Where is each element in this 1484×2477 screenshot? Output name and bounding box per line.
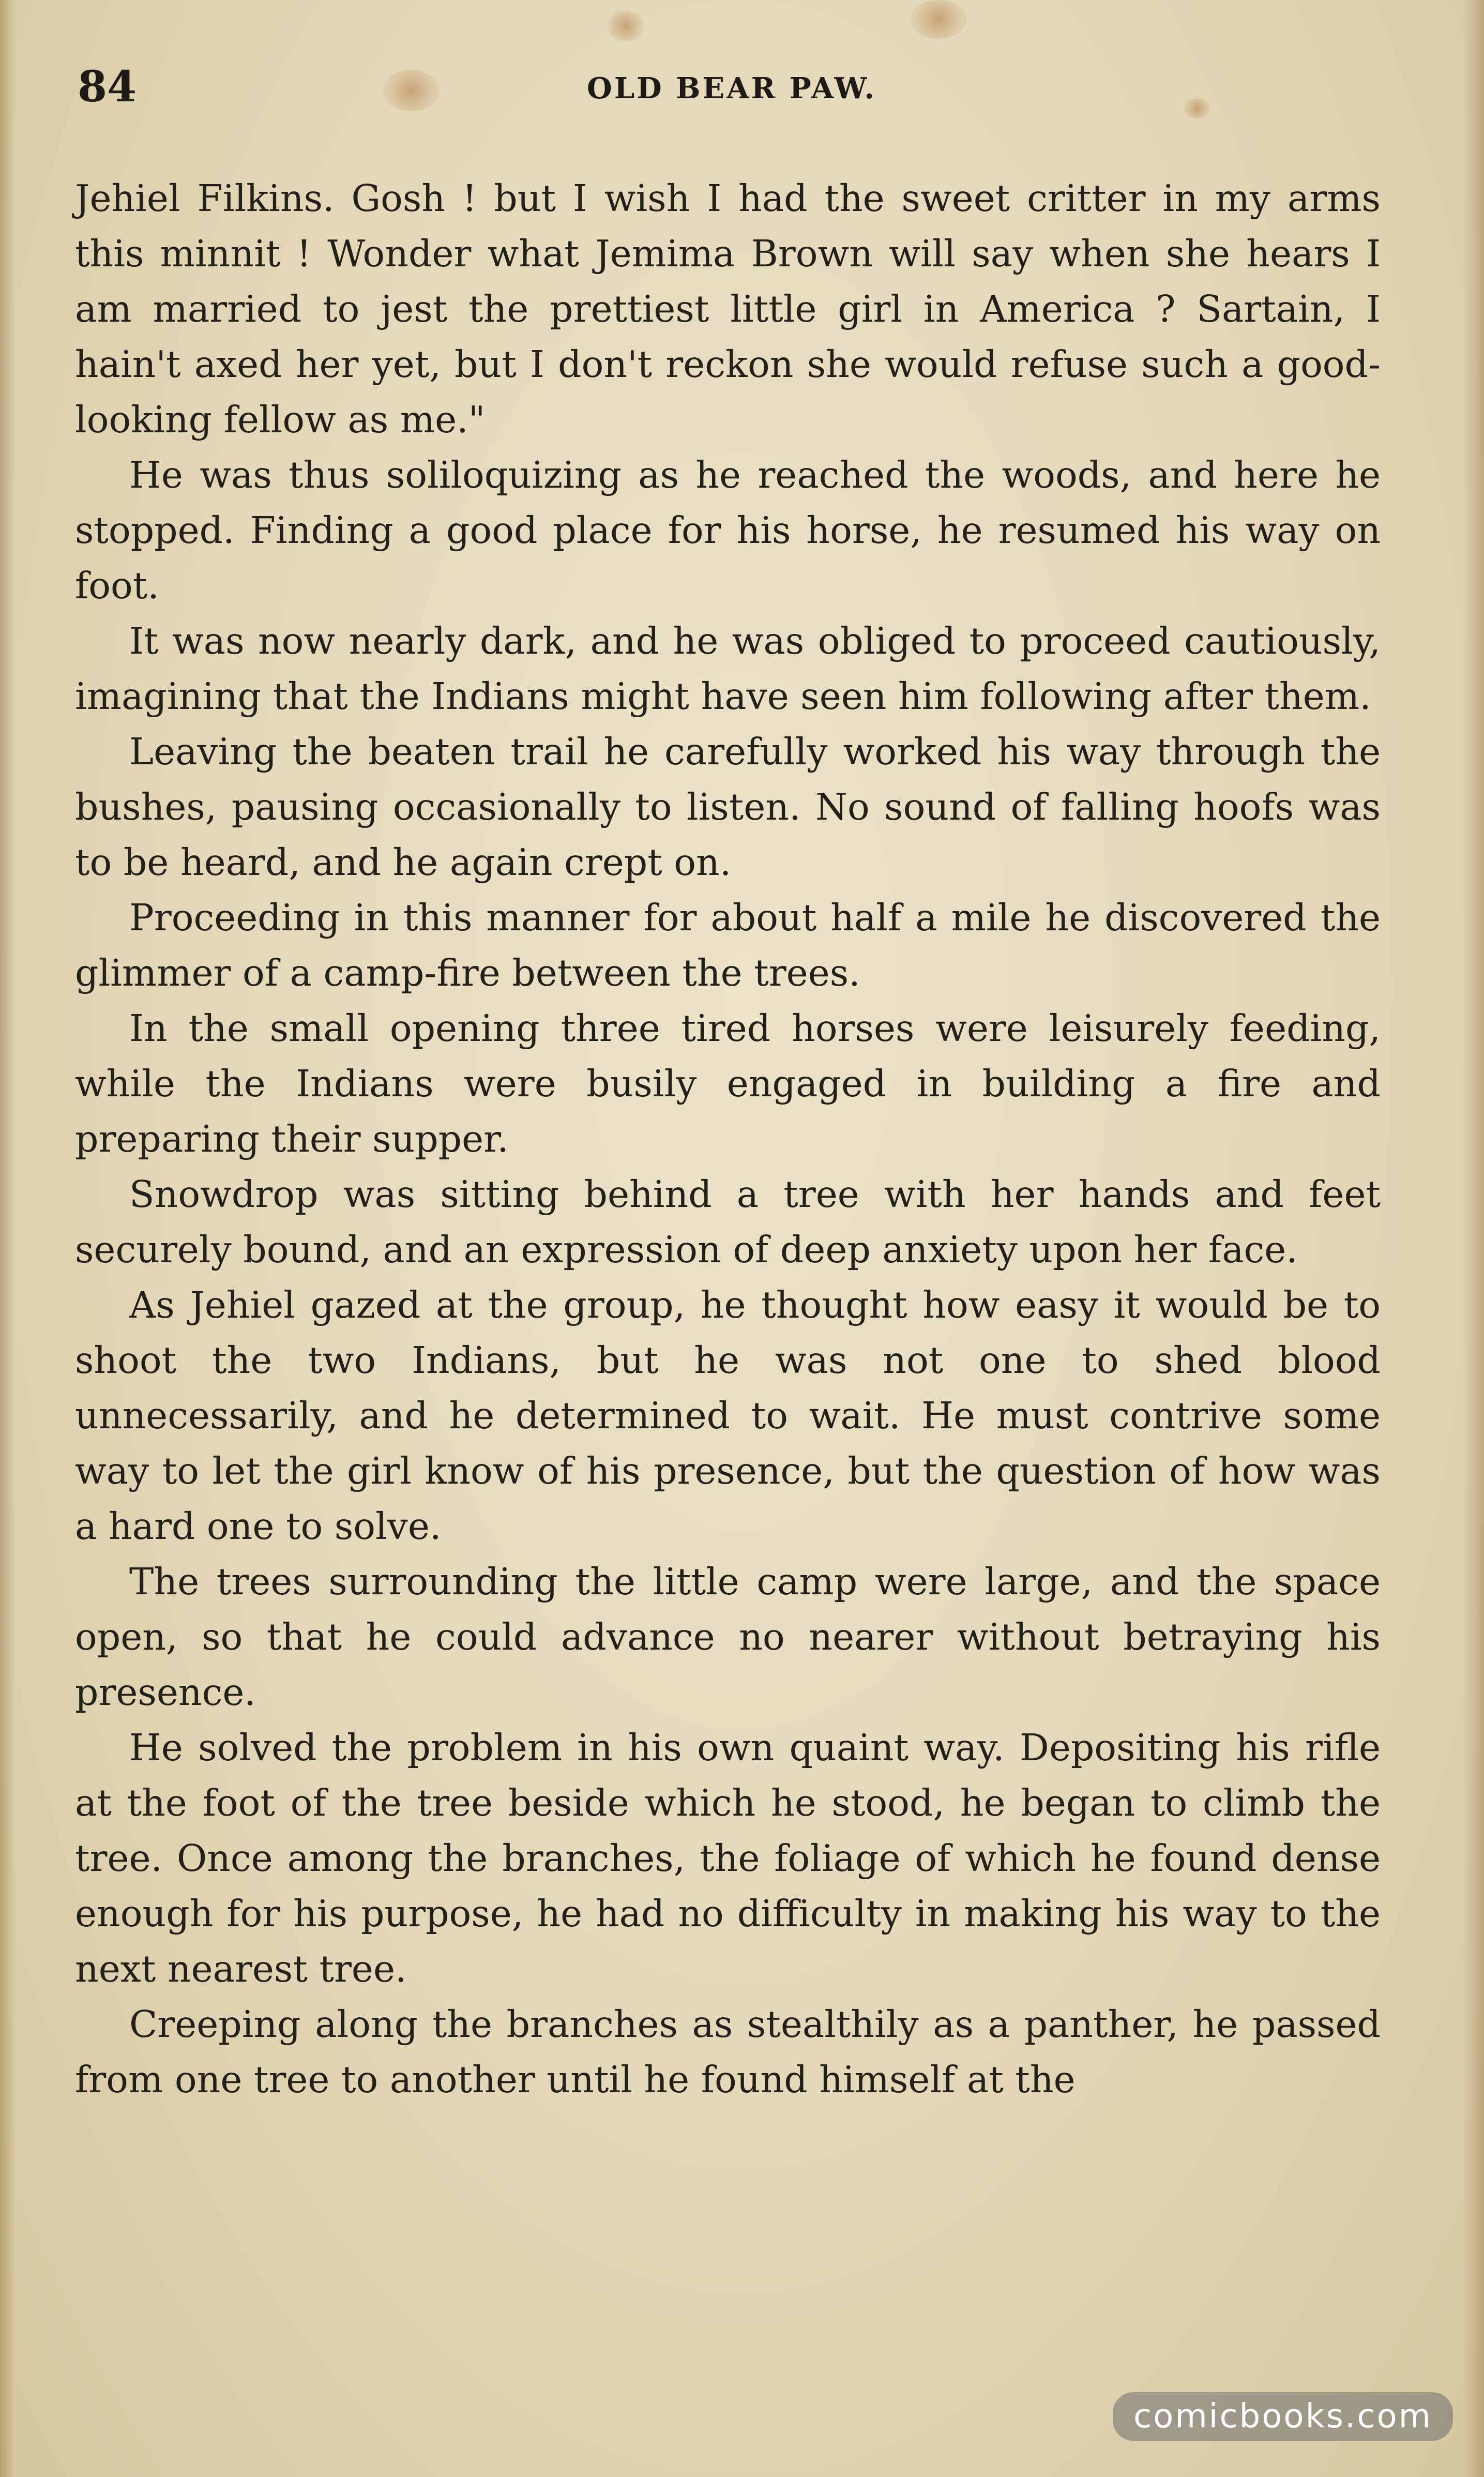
page-number: 84 xyxy=(78,62,137,112)
paragraph: Jehiel Filkins. Gosh ! but I wish I had the sweet critter in my arms this minnit ! Wonder what Jemima Brown will say when she hears I am married to jest the prettiest little girl in America ? Sartain, I hain't axed her yet, but I don't reckon she would refuse such a good-looking fellow as me." xyxy=(75,177,1381,441)
paragraph: He solved the problem in his own quaint way. Depositing his rifle at the foot of the tree beside which he stood, he began to climb the tree. Once among the branches, the foliage of which he found dense enough for his purpose, he had no difficulty in making his way to the next nearest tree. xyxy=(75,1726,1381,1990)
paragraph: In the small opening three tired horses were leisurely feeding, while the Indians were busily engaged in building a fire and preparing their supper. xyxy=(75,1007,1381,1160)
page-header xyxy=(78,62,1386,124)
paragraph: Snowdrop was sitting behind a tree with her hands and feet securely bound, and an expression of deep anxiety upon her face. xyxy=(75,1173,1381,1271)
paper-stain xyxy=(910,0,967,39)
paper-stain xyxy=(608,10,644,41)
page-edge-left xyxy=(0,0,16,2477)
paragraph: Creeping along the branches as stealthily as a panther, he passed from one tree to another until he found himself at the xyxy=(75,2003,1381,2101)
body-text xyxy=(75,171,1381,2107)
paragraph: Leaving the beaten trail he carefully worked his way through the bushes, pausing occasionally to listen. No sound of falling hoofs was to be heard, and he again crept on. xyxy=(75,730,1381,884)
paragraph: He was thus soliloquizing as he reached the woods, and here he stopped. Finding a good place for his horse, he resumed his way on foot. xyxy=(75,454,1381,607)
paragraph: Proceeding in this manner for about half a mile he discovered the glimmer of a camp-fire between the trees. xyxy=(75,896,1381,994)
paragraph: As Jehiel gazed at the group, he thought how easy it would be to shoot the two Indians, but he was not one to shed blood unnecessarily, and he determined to wait. He must contrive some way to let the girl know of his presence, but the question of how was a hard one to solve. xyxy=(75,1283,1381,1548)
watermark: comicbooks.com xyxy=(1113,2392,1453,2441)
paragraph: It was now nearly dark, and he was obliged to proceed cautiously, imagining that the Indians might have seen him following after them. xyxy=(75,620,1381,718)
page-edge-right xyxy=(1463,0,1484,2477)
paragraph: The trees surrounding the little camp were large, and the space open, so that he could advance no nearer without betraying his presence. xyxy=(75,1560,1381,1714)
running-head: OLD BEAR PAW. xyxy=(586,71,877,105)
